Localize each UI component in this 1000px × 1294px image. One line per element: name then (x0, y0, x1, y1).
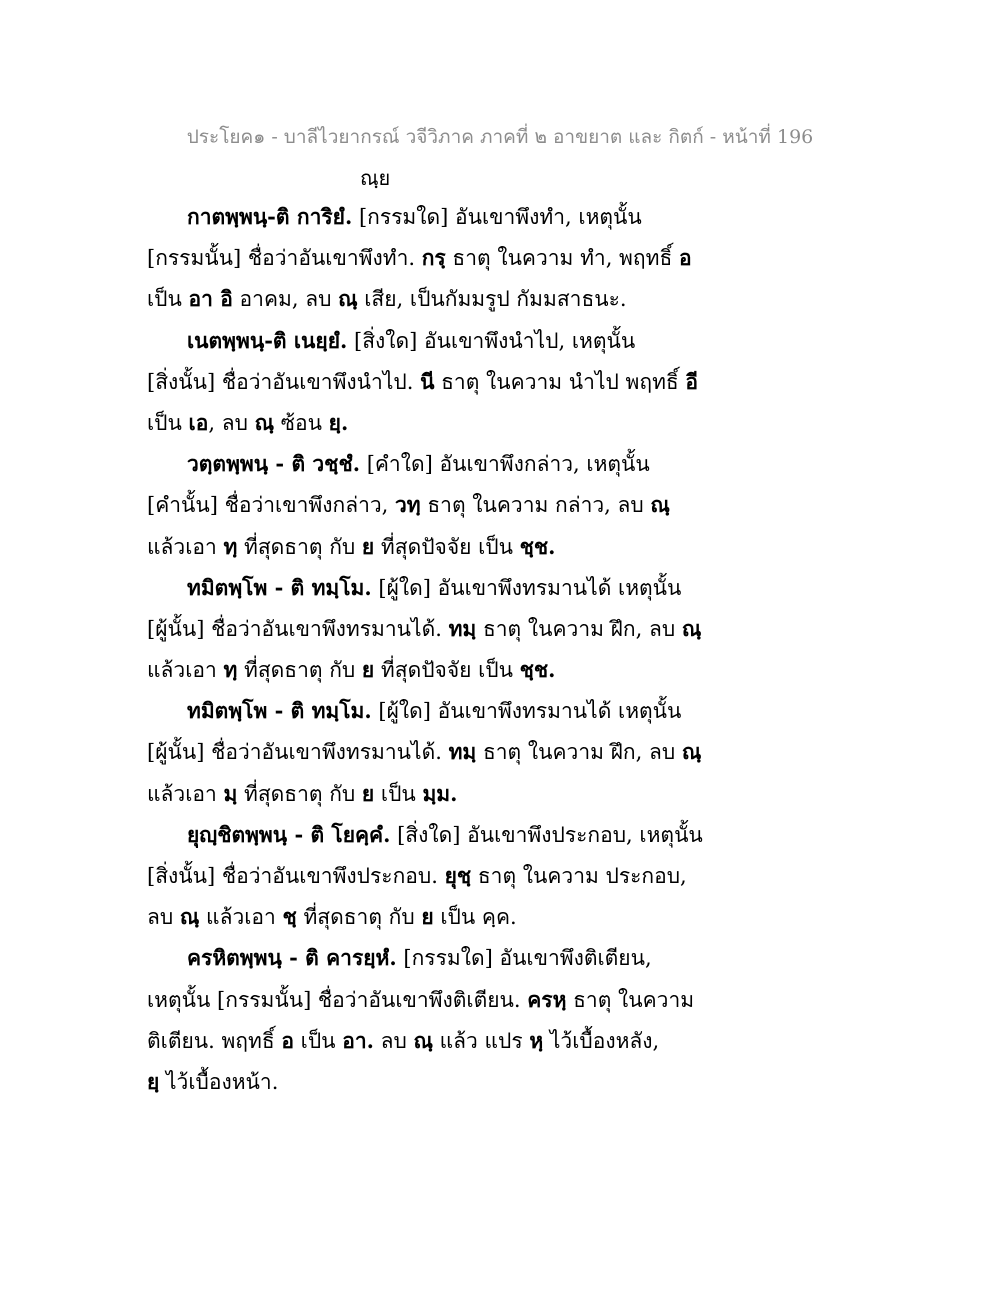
bold-term: ชฺ (282, 904, 297, 930)
bold-term: ณฺ (338, 286, 358, 312)
entry-line (147, 979, 695, 1020)
text-run: [คำนั้น] ชื่อว่าเขาพึงกล่าว, (147, 493, 396, 518)
text-run: แล้วเอา (147, 534, 224, 559)
entry-line (147, 896, 667, 937)
text-run: เป็น (147, 410, 189, 435)
bold-term: กาตพฺพนฺ-ติ การิยํ. (187, 204, 353, 229)
bold-term: วทฺ (395, 492, 421, 518)
entry-line (147, 1020, 667, 1061)
text-run: เสีย, เป็นกัมมรูป กัมมสาธนะ. (357, 287, 627, 312)
text-run: ที่สุดธาตุ กับ (237, 534, 362, 559)
text-run: ไว้เบื้องหลัง, (543, 1028, 660, 1053)
text-run: [ผู้นั้น] ชื่อว่าอันเขาพึงทรมานได้. (147, 616, 449, 641)
bold-term: กรฺ (421, 245, 446, 271)
entry-line (147, 361, 699, 402)
entry-line (147, 1061, 667, 1102)
text-run: [ผู้นั้น] ชื่อว่าอันเขาพึงทรมานได้. (147, 740, 449, 765)
bold-term: ย (361, 657, 375, 683)
section-heading: ณฺย (360, 166, 391, 190)
bold-term: ทฺ (223, 533, 238, 559)
bold-term: ทฺ (223, 657, 238, 683)
entry-line (147, 649, 667, 690)
entry-line (147, 278, 667, 319)
bold-term: ณฺ (413, 1027, 433, 1053)
entry-headline (147, 567, 682, 608)
text-run: แล้ว แปร (432, 1028, 530, 1053)
dictionary-entry (147, 443, 670, 567)
bold-term: หฺ (529, 1027, 544, 1053)
text-run: ที่สุดปัจจัย เป็น (374, 658, 520, 683)
text-run: ธาตุ ในความ กล่าว, ลบ (420, 493, 651, 518)
dictionary-entry (147, 814, 703, 938)
text-run: เหตุนั้น [กรรมนั้น] ชื่อว่าอันเขาพึงติเตียน. (147, 987, 528, 1012)
text-run: [ผู้ใด] อันเขาพึงทรมานได้ เหตุนั้น (371, 699, 682, 724)
text-run: ที่สุดธาตุ กับ (237, 658, 362, 683)
text-run: [กรรมใด] อันเขาพึงติเตียน, (396, 946, 652, 971)
entry-line (147, 731, 702, 772)
entry-line (147, 402, 667, 443)
bold-term: อี (685, 368, 699, 394)
text-run: ไว้เบื้องหน้า. (159, 1069, 279, 1094)
text-run: ที่สุดธาตุ กับ (296, 905, 422, 930)
bold-term: ชฺช. (519, 533, 556, 559)
bold-term: ทมฺ (448, 615, 477, 641)
bold-term: อ (678, 245, 692, 271)
bold-term: ยุญฺชิตพฺพนฺ - ติ โยคฺคํ. (187, 821, 391, 847)
text-run: ธาตุ ในความ (566, 987, 695, 1012)
entry-line (147, 773, 667, 814)
text-run: ที่สุดปัจจัย เป็น (374, 534, 520, 559)
text-run: ลบ (373, 1028, 414, 1053)
bold-term: ยุชฺ (444, 863, 472, 888)
bold-term: ทมิตพฺโพ - ติ ทมฺโม. (187, 698, 372, 724)
bold-term: เอ (188, 409, 209, 435)
bold-term: อา อิ (188, 286, 233, 312)
text-run: ลบ (147, 905, 180, 930)
text-run: ธาตุ ในความ ทำ, พฤทธิ์ (445, 246, 679, 271)
bold-term: ย (421, 904, 434, 930)
dictionary-entry (147, 567, 702, 691)
entry-headline (147, 814, 703, 855)
text-run: ธาตุ ในความ ฝึก, ลบ (476, 740, 682, 765)
bold-term: ยฺ (147, 1068, 160, 1094)
text-run: [กรรมนั้น] ชื่อว่าอันเขาพึงทำ. (147, 246, 422, 271)
dictionary-entry (147, 320, 699, 444)
bold-term: ครหิตพฺพนฺ - ติ คารยฺหํ. (187, 945, 397, 971)
bold-term: ยฺ. (328, 409, 349, 435)
bold-term: ณฺ (179, 904, 200, 930)
entry-headline (147, 443, 667, 484)
bold-term: ณฺ (650, 492, 670, 518)
text-run: [สิ่งใด] อันเขาพึงนำไป, เหตุนั้น (347, 328, 636, 353)
text-run: แล้วเอา (199, 905, 283, 930)
entry-headline (147, 690, 682, 731)
bold-term: ณฺ (254, 409, 275, 435)
bold-term: ย (361, 780, 375, 806)
entry-line (147, 855, 687, 896)
bold-term: ทมฺ (448, 739, 477, 765)
text-run: แล้วเอา (147, 658, 224, 683)
entry-headline (147, 937, 667, 978)
entry-line (147, 484, 670, 525)
text-run: ติเตียน. พฤทธิ์ (147, 1028, 282, 1053)
bold-term: ครหฺ (527, 986, 567, 1012)
bold-term: ชฺช. (519, 657, 556, 683)
running-header: ประโยค๑ - บาลีไวยากรณ์ วจีวิภาค ภาคที่ ๒ อาขยาต และ กิตก์ - หน้าที่ 196 (186, 126, 814, 148)
text-run: เป็น คฺค. (433, 905, 517, 930)
bold-term: ย (361, 533, 375, 559)
bold-term: อ (281, 1027, 294, 1053)
text-run: [สิ่งนั้น] ชื่อว่าอันเขาพึงประกอบ. (147, 864, 445, 888)
bold-term: ณฺ (681, 739, 702, 765)
dictionary-entry (147, 937, 695, 1102)
text-run: [ผู้ใด] อันเขาพึงทรมานได้ เหตุนั้น (371, 575, 682, 600)
text-run: , ลบ (208, 410, 255, 435)
text-run: [คำใด] อันเขาพึงกล่าว, เหตุนั้น (360, 452, 650, 477)
text-run: [สิ่งใด] อันเขาพึงประกอบ, เหตุนั้น (390, 822, 703, 847)
text-run: [กรรมใด] อันเขาพึงทำ, เหตุนั้น (352, 205, 642, 229)
entry-line (147, 526, 667, 567)
text-run: ธาตุ ในความ ประกอบ, (471, 864, 687, 888)
body-text (147, 196, 703, 1102)
entry-line (147, 608, 702, 649)
bold-term: นี (420, 368, 435, 394)
text-run: เป็น (374, 781, 423, 806)
text-run: อาคม, ลบ (232, 287, 339, 312)
bold-term: ทมิตพฺโพ - ติ ทมฺโม. (187, 574, 372, 600)
text-run: เป็น (293, 1028, 343, 1053)
text-run: ที่สุดธาตุ กับ (237, 781, 362, 806)
dictionary-entry (147, 690, 702, 814)
dictionary-entry (147, 196, 692, 320)
entry-headline (147, 320, 667, 361)
bold-term: เนตพฺพนฺ-ติ เนยฺยํ. (187, 327, 348, 353)
text-run: [สิ่งนั้น] ชื่อว่าอันเขาพึงนำไป. (147, 369, 421, 394)
bold-term: มฺ (223, 780, 238, 806)
bold-term: วตฺตพฺพนฺ - ติ วชฺชํ. (187, 451, 361, 477)
text-run: ธาตุ ในความ ฝึก, ลบ (476, 616, 682, 641)
text-run: ธาตุ ในความ นำไป พฤทธิ์ (434, 369, 686, 394)
text-run: ซ้อน (274, 410, 329, 435)
text-run: แล้วเอา (147, 781, 224, 806)
bold-term: อา. (342, 1027, 374, 1053)
entry-headline (147, 196, 667, 237)
bold-term: มฺม. (422, 780, 458, 806)
entry-line (147, 237, 692, 278)
bold-term: ณฺ (681, 615, 702, 641)
text-run: เป็น (147, 287, 189, 312)
